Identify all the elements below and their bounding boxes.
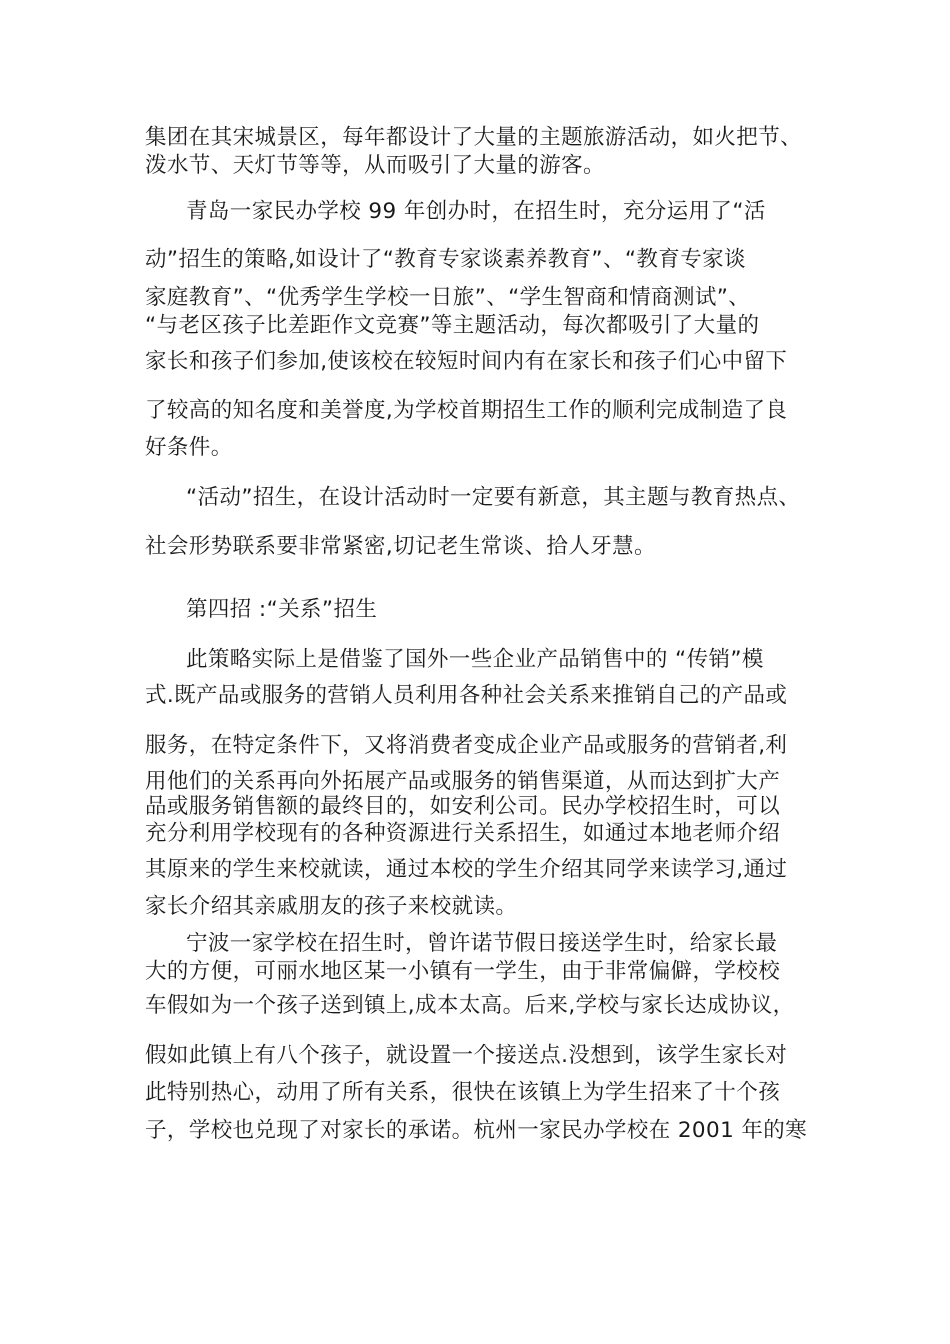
text-line: 家长和孩子们参加,使该校在较短时间内有在家长和孩子们心中留下 (145, 349, 788, 374)
text-line: 青岛一家民办学校 99 年创办时，在招生时，充分运用了“活 (186, 199, 766, 224)
text-line: 车假如为一个孩子送到镇上,成本太高。后来,学校与家长达成协议， (145, 993, 795, 1018)
text-line: “活动”招生，在设计活动时一定要有新意，其主题与教育热点、 (186, 485, 801, 510)
text-line: 家庭教育”、“优秀学生学校一日旅”、“学生智商和情商测试”、 (145, 285, 751, 310)
text-line: “与老区孩子比差距作文竞赛”等主题活动，每次都吸引了大量的 (145, 313, 760, 338)
text-line: 品或服务销售额的最终目的，如安利公司。民办学校招生时，可以 (145, 794, 781, 819)
text-line: 宁波一家学校在招生时，曾许诺节假日接送学生时，给家长最 (186, 931, 778, 956)
text-line: 充分利用学校现有的各种资源进行关系招生，如通过本地老师介绍 (145, 821, 781, 846)
text-line: 假如此镇上有八个孩子，就设置一个接送点.没想到，该学生家长对 (145, 1043, 788, 1068)
text-line: 此特别热心，动用了所有关系，很快在该镇上为学生招来了十个孩 (145, 1080, 781, 1105)
text-line: 此策略实际上是借鉴了国外一些企业产品销售中的 “传销”模 (186, 647, 764, 672)
text-line: 家长介绍其亲戚朋友的孩子来校就读。 (145, 894, 518, 919)
section-heading: 第四招 :“关系”招生 (186, 597, 378, 622)
text-line: 子，学校也兑现了对家长的承诺。杭州一家民办学校在 2001 年的寒 (145, 1118, 808, 1143)
text-line: 用他们的关系再向外拓展产品或服务的销售渠道，从而达到扩大产 (145, 769, 781, 794)
text-line: 大的方便，可丽水地区某一小镇有一学生，由于非常偏僻，学校校 (145, 959, 781, 984)
text-line: 了较高的知名度和美誉度,为学校首期招生工作的顺利完成制造了良 (145, 398, 788, 423)
text-line: 集团在其宋城景区，每年都设计了大量的主题旅游活动，如火把节、 (145, 125, 803, 150)
text-line: 其原来的学生来校就读，通过本校的学生介绍其同学来读学习,通过 (145, 857, 788, 882)
text-line: 服务，在特定条件下，又将消费者变成企业产品或服务的营销者,利 (145, 733, 788, 758)
text-line: 泼水节、天灯节等等，从而吸引了大量的游客。 (145, 153, 605, 178)
text-line: 好条件。 (145, 435, 233, 460)
text-line: 式.既产品或服务的营销人员利用各种社会关系来推销自己的产品或 (145, 683, 788, 708)
text-line: 社会形势联系要非常紧密,切记老生常谈、拾人牙慧。 (145, 534, 656, 559)
text-line: 动”招生的策略,如设计了“教育专家谈素养教育”、“教育专家谈 (145, 247, 746, 272)
